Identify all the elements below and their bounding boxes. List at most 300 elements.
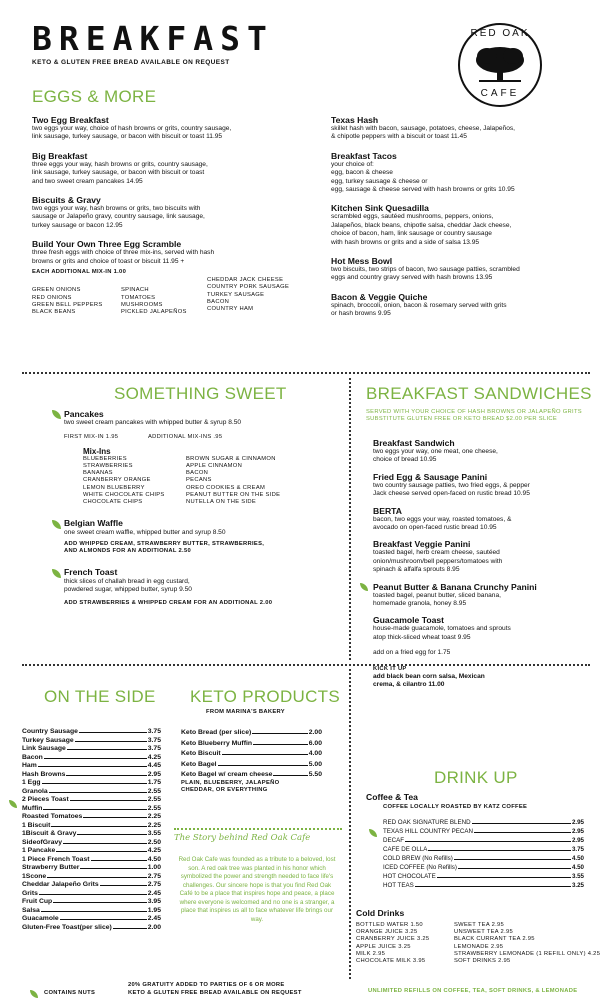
eggs-item <box>331 151 591 195</box>
leader-line <box>454 859 571 860</box>
mixins-col <box>186 456 280 506</box>
coffee-item <box>383 863 584 872</box>
side-item <box>22 805 161 814</box>
cold-drinks <box>356 922 604 965</box>
coffee-price: 3.55 <box>571 873 584 880</box>
coffee-price: 3.25 <box>571 882 584 889</box>
side-item <box>22 737 161 746</box>
leader-line <box>44 758 147 759</box>
side-item <box>22 924 161 933</box>
side-price: 2.00 <box>147 923 161 931</box>
side-item <box>22 907 161 916</box>
leader-line <box>53 902 147 903</box>
side-price: 2.55 <box>147 787 161 795</box>
leader-line <box>113 928 147 929</box>
leader-line <box>49 792 147 793</box>
side-price: 2.45 <box>147 915 161 922</box>
mixin: BACON <box>186 470 209 477</box>
cold-col <box>454 922 604 965</box>
section-divider <box>22 664 590 666</box>
side-item <box>22 754 161 763</box>
side-item <box>22 745 161 754</box>
item-name: Bacon & Veggie Quiche <box>331 291 428 302</box>
side-name: Salsa <box>22 906 40 914</box>
coffee-price: 4.50 <box>571 855 584 862</box>
mixin: OREO COOKIES & CREAM <box>186 484 266 491</box>
mixin: STRAWBERRIES <box>83 463 133 470</box>
sandwich-item <box>373 438 598 465</box>
mixin: BLUEBERRIES <box>83 455 127 462</box>
coffee-price: 2.95 <box>571 837 584 844</box>
side-name: Strawberry Butter <box>22 864 80 871</box>
item-desc: bacon, two eggs your way, roasted tomatoes, & avocado on open-faced rustic bread 10.95 <box>373 515 512 532</box>
leader-line <box>79 732 147 733</box>
side-item <box>22 813 161 822</box>
side-item <box>22 822 161 831</box>
mixin: WHITE CHOCOLATE CHIPS <box>83 491 165 498</box>
side-name: 1 Pancake <box>22 847 56 854</box>
side-item <box>22 796 161 805</box>
drink-item: SOFT DRINKS 2.95 <box>454 958 511 965</box>
coffee-item <box>383 854 584 863</box>
drink-item: CRANBERRY JUICE 3.25 <box>356 936 430 943</box>
mixin: TURKEY SAUSAGE <box>207 291 265 298</box>
coffee-item <box>383 872 584 881</box>
contains-nuts-icon <box>52 410 61 419</box>
leader-line <box>222 754 308 755</box>
sandwiches-heading: BREAKFAST SANDWICHES <box>366 384 592 403</box>
story-body: Red Oak Cafe was founded as a tribute to a beloved, lost son. A red oak tree was planted in his honor which symbolized the power and strength needed to face life's challenges. Our sincere hope is that you find Red Oak Café to be a place that inspires hope and peace, a place where everyone is welcomed and no one is a stranger, a place that inspires us all to face whatever life brings our way. <box>178 856 336 923</box>
contains-nuts-icon <box>52 569 61 578</box>
leader-line <box>43 809 146 810</box>
mixin: PEANUT BUTTER ON THE SIDE <box>186 491 281 498</box>
mixins-grid <box>32 277 312 316</box>
first-mixin-price: FIRST MIX-IN 1.95 <box>64 433 119 440</box>
drink-item: LEMONADE 2.95 <box>454 943 504 950</box>
side-price: 3.75 <box>147 736 161 744</box>
mixin: GREEN BELL PEPPERS <box>32 301 103 308</box>
coffee-sub: COFFEE LOCALLY ROASTED BY KATZ COFFEE <box>383 804 528 810</box>
keto-name: Keto Bread (per slice) <box>181 729 252 736</box>
eggs-item <box>331 292 591 319</box>
leader-line <box>273 775 307 776</box>
side-item <box>22 856 161 865</box>
coffee-name: COLD BREW (No Refills) <box>383 855 453 862</box>
drink-item: ORANGE JUICE 3.25 <box>356 929 418 936</box>
logo-top-text: RED OAK <box>470 28 530 39</box>
side-item <box>22 915 161 924</box>
side-price: 2.50 <box>147 838 161 846</box>
side-name: 1 Egg <box>22 779 41 786</box>
item-name: Texas Hash <box>331 115 379 125</box>
side-price: 2.25 <box>147 821 161 829</box>
contains-nuts-icon <box>369 829 377 837</box>
coffee-name: ICED COFFEE (No Refills) <box>383 864 457 871</box>
eggs-item <box>331 115 591 142</box>
side-heading: ON THE SIDE <box>44 687 156 706</box>
item-desc: two biscuits, two strips of bacon, two sausage patties, scrambled eggs and country gravy served with hash browns 13.95 <box>331 266 520 282</box>
toast-addon: ADD STRAWBERRIES & WHIPPED CREAM FOR AN ADDITIONAL 2.00 <box>64 600 273 607</box>
coffee-name: CAFE DE OLLA <box>383 846 428 853</box>
side-item <box>22 771 161 780</box>
leader-line <box>405 841 571 842</box>
item-desc: skillet hash with bacon, sausage, potatoes, cheese, Jalapeños, & chipotle peppers with a biscuit or toast 11.45 <box>331 125 516 141</box>
leader-line <box>80 868 146 869</box>
item-desc: two sweet cream pancakes with whipped butter & syrup 8.50 <box>64 419 242 427</box>
sandwich-item <box>373 472 598 499</box>
item-name: Pancakes <box>64 409 104 419</box>
eggs-heading: EGGS & MORE <box>32 87 157 106</box>
leader-line <box>38 766 147 767</box>
drink-item: STRAWBERRY LEMONADE (1 REFILL ONLY) 4.25 <box>454 950 601 957</box>
side-price: 1.00 <box>147 864 161 871</box>
eggs-item <box>331 203 591 247</box>
leader-line <box>75 741 147 742</box>
coffee-price: 3.75 <box>571 846 584 853</box>
leader-line <box>39 894 147 895</box>
side-name: 2 Pieces Toast <box>22 796 69 803</box>
leader-line <box>77 834 146 835</box>
mixins-col <box>83 456 186 506</box>
keto-price: 4.00 <box>308 750 322 758</box>
mixin: GREEN ONIONS <box>32 287 81 294</box>
keto-name: Keto Biscuit <box>181 750 221 758</box>
mixin: TOMATOES <box>121 294 156 301</box>
side-item <box>22 873 161 882</box>
side-price: 2.25 <box>147 813 161 820</box>
sandwich-item <box>373 506 598 533</box>
keto-name: Keto Bagel <box>181 760 217 768</box>
item-name: Peanut Butter & Banana Crunchy Panini <box>373 581 537 592</box>
mixins-title: Mix-Ins <box>83 446 111 456</box>
item-name: Guacamole Toast <box>373 615 444 626</box>
item-desc: thick slices of challah bread in egg custard, powdered sugar, whipped butter, syrup 9.50 <box>64 577 192 593</box>
gratuity-note: 20% GRATUITY ADDED TO PARTIES OF 6 OR MORE <box>128 982 285 988</box>
eggs-item <box>32 239 312 266</box>
leader-line <box>63 843 147 844</box>
mixin: CHOCOLATE CHIPS <box>83 499 143 506</box>
side-name: Ham <box>22 762 37 769</box>
item-desc: three fresh eggs with choice of three mix-ins, served with hash browns or grits and choice of toast or biscuit 11.95 + <box>32 249 215 265</box>
item-name: Two Egg Breakfast <box>32 115 109 125</box>
kick-label: KICK IT UP <box>373 665 407 672</box>
mixin: PICKLED JALAPEÑOS <box>121 309 187 316</box>
side-item <box>22 830 161 839</box>
column-divider <box>349 378 351 660</box>
side-price: 3.95 <box>147 898 161 905</box>
coffee-name: RED OAK SIGNATURE BLEND <box>383 819 471 826</box>
additional-mixin-price: ADDITIONAL MIX-INS .95 <box>148 433 223 440</box>
item-name: Big Breakfast <box>32 150 88 161</box>
logo-bottom-text: CAFE <box>480 88 520 99</box>
drink-item: BLACK CURRANT TEA 2.95 <box>454 936 535 943</box>
item-desc: two eggs your way, hash browns or grits, two biscuits with sausage or Jalapeño gravy, country sausage, link sausage, turkey sausage or bacon 12.95 <box>32 205 205 229</box>
mixin: BROWN SUGAR & CINNAMON <box>186 455 276 462</box>
leader-line <box>66 775 146 776</box>
item-desc: two eggs your way, choice of hash browns or grits, country sausage, link sausage, turkey sausage, or bacon with biscuit or toast 11.95 <box>32 125 232 141</box>
side-name: Turkey Sausage <box>22 736 74 744</box>
mixin: BLACK BEANS <box>32 309 76 316</box>
coffee-item <box>383 836 584 845</box>
keto-price: 5.00 <box>308 760 322 768</box>
menu-title: BREAKFAST <box>32 19 274 58</box>
keto-item <box>181 728 322 739</box>
leader-line <box>70 800 147 801</box>
story-divider <box>174 828 342 830</box>
drink-item: CHOCOLATE MILK 3.95 <box>356 958 426 965</box>
leader-line <box>472 823 571 824</box>
side-item <box>22 779 161 788</box>
item-desc: two country sausage patties, two fried eggs, & pepper Jack cheese served open-faced on rustic bread 10.95 <box>373 481 530 498</box>
item-desc: toasted bagel, peanut butter, sliced banana, homemade granola, honey 8.95 <box>373 591 501 608</box>
mixin: APPLE CINNAMON <box>186 463 243 470</box>
side-price: 2.55 <box>147 804 161 812</box>
column-divider <box>349 669 351 979</box>
story-heading: The Story behind Red Oak Cafe <box>174 833 311 843</box>
item-name: Breakfast Veggie Panini <box>373 539 471 550</box>
mixins-col <box>207 277 312 316</box>
side-name: 1Biscuit & Gravy <box>22 830 77 837</box>
eggs-item <box>32 195 312 230</box>
side-item <box>22 762 161 771</box>
keto-item <box>181 739 322 750</box>
side-price: 2.75 <box>147 872 161 880</box>
side-price: 4.45 <box>147 762 161 769</box>
mixin: BANANAS <box>83 470 113 477</box>
side-name: Country Sausage <box>22 728 78 735</box>
side-name: Link Sausage <box>22 745 66 752</box>
drink-heading: DRINK UP <box>434 768 518 787</box>
item-desc: house-made guacamole, tomatoes and sprouts atop thick-sliced wheat toast 9.95 <box>373 625 511 641</box>
side-name: Grits <box>22 889 38 897</box>
leader-line <box>100 885 147 886</box>
section-divider <box>22 372 590 374</box>
coffee-price: 2.95 <box>571 819 584 826</box>
item-desc: scrambled eggs, sautéed mushrooms, peppers, onions, Jalapeños, black beans, chipotle salsa, cheddar Jack cheese, choice of bacon, ham, link sausage or country sausage with hash browns or grits and a side of salsa 13.95 <box>331 213 512 246</box>
coffee-price: 2.95 <box>571 828 584 835</box>
footer-gluten-note: KETO & GLUTEN FREE BREAD AVAILABLE ON REQUEST <box>128 990 302 996</box>
leader-line <box>56 851 147 852</box>
side-item <box>22 847 161 856</box>
coffee-name: HOT CHOCOLATE <box>383 873 436 880</box>
item-desc: three eggs your way, hash browns or grits, country sausage, link sausage, turkey sausage, or bacon with biscuit or toast and two sweet cream pancakes 14.95 <box>32 160 208 185</box>
contains-nuts-icon <box>9 800 17 808</box>
item-name: French Toast <box>64 567 118 578</box>
mixin: CRANBERRY ORANGE <box>83 477 151 484</box>
mixin: PECANS <box>186 477 212 484</box>
side-price: 1.95 <box>147 906 161 914</box>
side-name: 1 Biscuit <box>22 821 51 829</box>
side-item <box>22 864 161 873</box>
sweet-heading: SOMETHING SWEET <box>114 384 287 403</box>
side-item <box>22 881 161 890</box>
keto-flavors: PLAIN, BLUEBERRY, JALAPEÑO CHEDDAR, OR EVERYTHING <box>181 780 280 794</box>
red-oak-logo <box>457 22 543 108</box>
item-desc: two eggs your way, one meat, one cheese, choice of bread 10.95 <box>373 448 498 464</box>
mixin <box>121 280 207 287</box>
side-price: 1.75 <box>147 779 161 786</box>
coffee-name: TEXAS HILL COUNTRY PECAN <box>383 828 473 835</box>
eggs-item <box>331 256 591 283</box>
side-list <box>22 728 161 932</box>
contains-nuts-icon <box>360 583 368 591</box>
mixins-col <box>121 280 207 316</box>
keto-name: Keto Blueberry Muffin <box>181 739 252 747</box>
item-name: Kitchen Sink Quesadilla <box>331 203 429 214</box>
item-name: BERTA <box>373 505 402 516</box>
mixin: COUNTRY PORK SAUSAGE <box>207 284 290 291</box>
mixin-prices <box>64 434 342 441</box>
keto-sub: FROM MARINA'S BAKERY <box>206 709 285 715</box>
side-name: SideofGravy <box>22 838 63 846</box>
coffee-item <box>383 827 584 836</box>
mixin: COUNTRY HAM <box>207 306 254 313</box>
leader-line <box>253 744 308 745</box>
side-price: 2.55 <box>147 796 161 803</box>
mixin: NUTELLA ON THE SIDE <box>186 499 257 506</box>
leader-line <box>41 911 147 912</box>
side-name: Roasted Tomatoes <box>22 813 83 820</box>
coffee-item <box>383 845 584 854</box>
mixin: MUSHROOMS <box>121 301 163 308</box>
mixins-col <box>32 280 121 316</box>
leader-line <box>437 877 571 878</box>
side-item <box>22 839 161 848</box>
side-name: Fruit Cup <box>22 898 53 905</box>
drink-item: UNSWEET TEA 2.95 <box>454 929 514 936</box>
coffee-item <box>383 818 584 827</box>
sandwich-item <box>373 582 598 609</box>
sandwiches-list <box>373 438 598 690</box>
coffee-item <box>383 881 584 890</box>
coffee-title: Coffee & Tea <box>366 792 418 802</box>
leader-line <box>252 733 308 734</box>
mixin: BACON <box>207 298 230 305</box>
contains-nuts-icon <box>52 520 61 529</box>
side-price: 3.55 <box>147 830 161 837</box>
side-name: Muffin <box>22 804 43 812</box>
leader-line <box>60 919 147 920</box>
coffee-list <box>383 818 584 890</box>
leader-line <box>83 817 146 818</box>
keto-price: 6.00 <box>308 739 322 747</box>
sandwiches-note: SERVED WITH YOUR CHOICE OF HASH BROWNS OR JALAPEÑO GRITS SUBSTITUTE GLUTEN FREE OR KETO BREAD $2.00 PER SLICE <box>366 409 582 423</box>
item-name: Breakfast Tacos <box>331 150 397 161</box>
side-price: 2.45 <box>147 889 161 897</box>
keto-heading: KETO PRODUCTS <box>190 687 340 706</box>
side-price: 3.75 <box>147 728 161 735</box>
contains-nuts-legend: CONTAINS NUTS <box>44 990 96 996</box>
unlimited-refills: UNLIMITED REFILLS ON COFFEE, TEA, SOFT DRINKS, & LEMONADE <box>368 988 578 994</box>
leader-line <box>474 832 571 833</box>
item-desc: spinach, broccoli, onion, bacon & rosemary served with grits or hash browns 9.95 <box>331 301 507 318</box>
side-name: Bacon <box>22 753 43 761</box>
contains-nuts-icon <box>30 990 38 998</box>
side-price: 2.75 <box>147 881 161 888</box>
item-name: Hot Mess Bowl <box>331 256 393 267</box>
menu-subtitle: KETO & GLUTEN FREE BREAD AVAILABLE ON REQUEST <box>32 59 230 66</box>
mixin: RED ONIONS <box>32 294 72 301</box>
keto-list <box>181 728 322 781</box>
side-price: 4.25 <box>147 847 161 854</box>
side-name: Cheddar Jalapeño Grits <box>22 881 99 888</box>
fried-egg-addon: add on a fried egg for 1.75 <box>373 649 451 657</box>
keto-price: 2.00 <box>308 729 322 736</box>
mixin: LEMON BLUEBERRY <box>83 484 145 491</box>
keto-price: 5.50 <box>308 771 322 779</box>
leader-line <box>415 886 571 887</box>
coffee-name: HOT TEAS <box>383 882 414 889</box>
kick-desc: add black bean corn salsa, Mexican crema, & cilantro 11.00 <box>373 672 485 689</box>
side-name: Granola <box>22 787 48 795</box>
drink-item: MILK 2.95 <box>356 950 386 957</box>
item-name: Biscuits & Gravy <box>32 195 101 206</box>
drink-item: BOTTLED WATER 1.50 <box>356 922 423 928</box>
keto-item <box>181 760 322 771</box>
cold-title: Cold Drinks <box>356 908 405 918</box>
item-name: Build Your Own Three Egg Scramble <box>32 239 182 250</box>
item-name: Breakfast Sandwich <box>373 438 455 448</box>
item-name: Fried Egg & Sausage Panini <box>373 471 488 482</box>
drink-item: SWEET TEA 2.95 <box>454 922 505 928</box>
side-name: Gluten-Free Toast(per slice) <box>22 923 112 931</box>
mixin: SPINACH <box>121 287 149 294</box>
sandwich-item <box>373 615 598 642</box>
sweet-mixins <box>83 456 342 506</box>
keto-item <box>181 749 322 760</box>
leader-line <box>42 783 147 784</box>
eggs-item <box>32 151 312 186</box>
leader-line <box>458 868 571 869</box>
mixin <box>32 280 121 287</box>
leader-line <box>218 765 308 766</box>
side-name: 1 Piece French Toast <box>22 855 90 863</box>
leader-line <box>51 826 146 827</box>
item-desc: toasted bagel, herb cream cheese, sautéed onion/mushroom/bell peppers/tomatoes with spinach & alfalfa sprouts 8.95 <box>373 549 503 574</box>
side-price: 4.50 <box>147 855 161 863</box>
cold-col <box>356 922 454 965</box>
coffee-price: 4.50 <box>571 864 584 871</box>
eggs-left-column <box>32 115 312 316</box>
side-item <box>22 728 161 737</box>
leader-line <box>91 860 147 861</box>
side-price: 4.25 <box>147 753 161 761</box>
keto-name: Keto Bagel w/ cream cheese <box>181 771 273 779</box>
side-name: Guacamole <box>22 915 59 922</box>
item-desc: one sweet cream waffle, whipped butter and syrup 8.50 <box>64 528 226 536</box>
eggs-right-column <box>331 115 591 319</box>
side-item <box>22 788 161 797</box>
leader-line <box>67 749 147 750</box>
side-item <box>22 890 161 899</box>
mixin: CHEDDAR JACK CHEESE <box>207 277 284 284</box>
leader-line <box>428 850 571 851</box>
drink-item: APPLE JUICE 3.25 <box>356 943 411 950</box>
side-item <box>22 898 161 907</box>
item-desc: your choice of: egg, bacon & cheese egg, turkey sausage & cheese or egg, sausage & cheese served with hash browns or grits 10.95 <box>331 160 515 194</box>
side-name: Hash Browns <box>22 770 66 778</box>
side-name: 1Scone <box>22 872 47 880</box>
waffle-addon: ADD WHIPPED CREAM, STRAWBERRY BUTTER, STRAWBERRIES, AND ALMONDS FOR AN ADDITIONAL 2.50 <box>64 540 265 555</box>
side-price: 3.75 <box>147 745 161 752</box>
leader-line <box>47 877 147 878</box>
side-price: 2.95 <box>147 770 161 778</box>
sandwich-item <box>373 539 598 574</box>
sweet-section <box>52 409 342 608</box>
eggs-item <box>32 115 312 142</box>
item-name: Belgian Waffle <box>64 518 123 529</box>
mixin-price: EACH ADDITIONAL MIX-IN 1.00 <box>32 269 127 276</box>
